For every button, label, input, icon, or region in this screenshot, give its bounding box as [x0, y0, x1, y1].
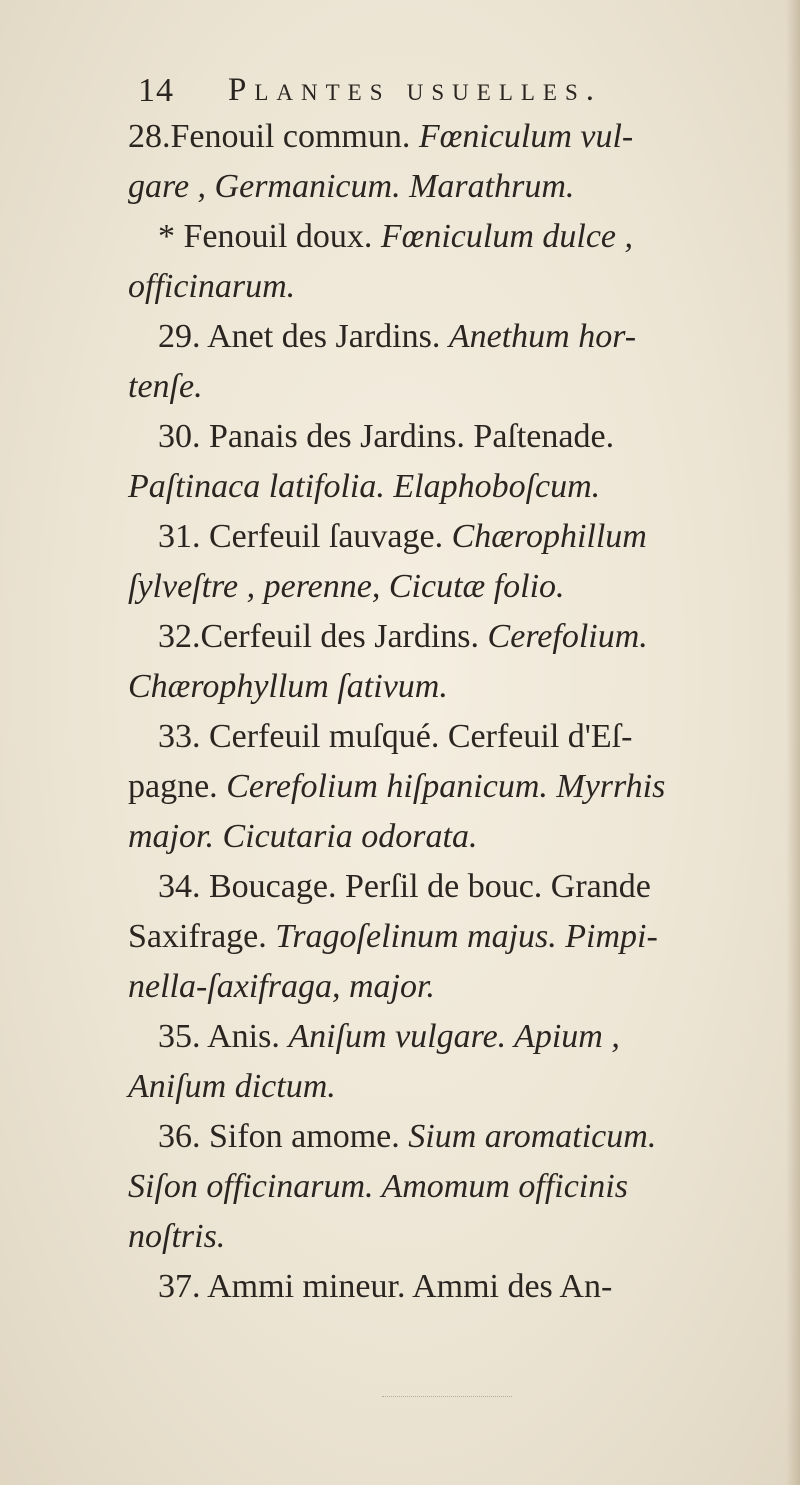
roman-text: Saxifrage. — [128, 918, 276, 955]
roman-text: 30. Panais des Jardins. Paſtenade. — [158, 418, 615, 455]
italic-text: gare , Germanicum. Marathrum. — [128, 168, 575, 205]
text-line — [128, 362, 203, 412]
italic-text: officinarum. — [128, 268, 296, 305]
italic-text: Paſtinaca latifolia. Elaphoboſcum. — [128, 468, 601, 505]
text-line — [158, 512, 647, 562]
running-title: Plantes usuelles. — [228, 72, 603, 108]
italic-text: Chærophyllum ſativum. — [128, 668, 448, 705]
italic-text: Aniſum vulgare. Apium , — [288, 1018, 620, 1055]
text-line — [128, 812, 477, 862]
italic-text: Chærophillum — [451, 518, 647, 555]
roman-text: 31. Cerfeuil ſauvage. — [158, 518, 452, 555]
text-line — [158, 212, 633, 262]
text-line — [158, 412, 614, 462]
running-header — [138, 66, 738, 116]
italic-text: Fœniculum vul- — [418, 118, 634, 155]
page-number: 14 — [138, 72, 174, 109]
italic-text: ſylveſtre , perenne, Cicutæ folio. — [128, 568, 565, 605]
roman-text: 29. Anet des Jardins. — [158, 318, 449, 355]
text-line — [128, 562, 565, 612]
roman-text: 37. Ammi mineur. Ammi des An- — [158, 1268, 613, 1305]
italic-text: Anethum hor- — [448, 318, 637, 355]
text-line — [128, 1212, 225, 1262]
roman-text: * Fenouil doux. — [158, 218, 381, 255]
text-line — [128, 1062, 336, 1112]
italic-text: Cerefolium hiſpanicum. Myrrhis — [226, 768, 666, 805]
italic-text: Tragoſelinum majus. Pimpi- — [275, 918, 658, 955]
roman-text: pagne. — [128, 768, 227, 805]
text-line — [158, 712, 632, 762]
italic-text: noſtris. — [128, 1218, 226, 1255]
text-line — [158, 1262, 612, 1312]
text-line — [128, 262, 295, 312]
text-line — [128, 162, 574, 212]
text-line — [128, 762, 665, 812]
page-edge-shadow — [786, 0, 800, 1485]
italic-text: nella-ſaxifraga, major. — [128, 968, 435, 1005]
italic-text: Fœniculum dulce , — [380, 218, 634, 255]
roman-text: 34. Boucage. Perſil de bouc. Grande — [158, 868, 651, 905]
roman-text: 32.Cerfeuil des Jardins. — [158, 618, 488, 655]
text-line — [128, 1162, 628, 1212]
text-line — [128, 462, 600, 512]
text-line — [128, 962, 435, 1012]
italic-text: Aniſum dictum. — [128, 1068, 336, 1105]
text-line — [158, 1112, 656, 1162]
italic-text: tenſe. — [128, 368, 203, 405]
text-line — [128, 662, 448, 712]
italic-text: Sium aromaticum. — [408, 1118, 657, 1155]
faint-ink-mark — [382, 1392, 512, 1397]
roman-text: 33. Cerfeuil muſqué. Cerfeuil d'Eſ- — [158, 718, 633, 755]
text-line — [128, 912, 658, 962]
roman-text: 36. Sifon amome. — [158, 1118, 409, 1155]
roman-text: 35. Anis. — [158, 1018, 289, 1055]
italic-text: Siſon officinarum. Amomum officinis — [128, 1168, 628, 1205]
text-line — [158, 312, 636, 362]
italic-text: major. Cicutaria odorata. — [128, 818, 478, 855]
roman-text: 28.Fenouil commun. — [128, 118, 419, 155]
italic-text: Cerefolium. — [487, 618, 648, 655]
text-line — [158, 612, 648, 662]
text-line — [158, 1012, 620, 1062]
text-line — [128, 112, 633, 162]
text-line — [158, 862, 651, 912]
